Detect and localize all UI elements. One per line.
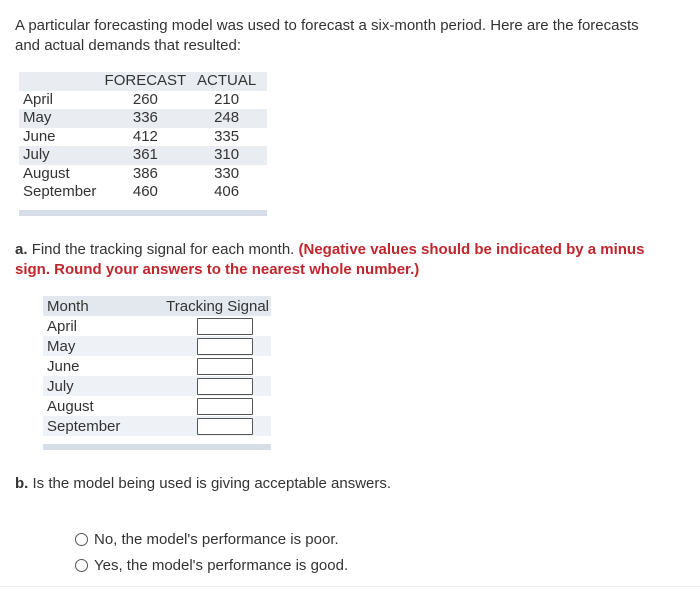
question-a (15, 240, 655, 280)
problem-statement: A particular forecasting model was used to forecast a six-month period. Here are the forecasts and actual demands that resulted: (15, 17, 639, 54)
table-row (43, 396, 271, 416)
signal-cell (149, 336, 271, 356)
month-cell: May (19, 109, 105, 128)
question-b-text: Is the model being used is giving acceptable answers. (32, 475, 392, 492)
table-row (43, 376, 271, 396)
table-row (19, 165, 267, 184)
table-row (19, 109, 267, 128)
question-a-note: (Negative values should be indicated by a minus sign. Round your answers to the nearest whole number.) (15, 241, 645, 278)
month-cell: June (23, 127, 56, 145)
forecast-cell: 460 (132, 183, 158, 201)
question-a-letter: a. (15, 241, 28, 258)
tracking-signal-input-june[interactable] (197, 358, 253, 375)
header-tracking-signal: Tracking Signal (149, 296, 271, 316)
forecast-cell: 336 (105, 109, 187, 128)
table-row (43, 416, 271, 436)
header-forecast: FORECAST (104, 72, 187, 90)
footer-divider (19, 202, 267, 213)
tracking-table-header (43, 296, 271, 316)
month-cell: April (47, 317, 78, 335)
tracking-signal-input-april[interactable] (197, 318, 253, 335)
option-label: No, the model's performance is poor. (94, 530, 339, 548)
question-b (15, 474, 655, 494)
month-cell: September (43, 416, 149, 436)
footer-divider (43, 436, 271, 447)
tracking-signal-input-august[interactable] (197, 398, 253, 415)
table-row (19, 146, 267, 165)
signal-cell (149, 356, 271, 376)
option-no-poor[interactable] (75, 526, 348, 552)
signal-cell (149, 316, 271, 336)
option-label: Yes, the model's performance is good. (94, 556, 349, 574)
month-cell: August (47, 397, 94, 415)
actual-cell: 330 (214, 164, 240, 182)
signal-cell (149, 416, 271, 436)
table-footer-bar (19, 202, 267, 213)
tracking-signal-input-may[interactable] (197, 338, 253, 355)
divider (0, 586, 700, 587)
actual-cell: 248 (186, 109, 267, 128)
answer-options (75, 526, 348, 578)
table-row (43, 316, 271, 336)
table-row (19, 128, 267, 147)
radio-button-icon[interactable] (75, 533, 88, 546)
forecast-cell: 386 (132, 164, 158, 182)
forecast-table-header (19, 72, 267, 91)
actual-cell: 210 (214, 90, 240, 108)
table-row (43, 356, 271, 376)
month-cell: June (47, 357, 80, 375)
forecast-table (19, 72, 267, 216)
month-cell: August (23, 164, 70, 182)
actual-cell: 406 (214, 183, 240, 201)
table-row (19, 183, 267, 202)
signal-cell (149, 396, 271, 416)
table-footer-bar (43, 436, 271, 447)
month-cell: April (23, 90, 54, 108)
tracking-signal-input-september[interactable] (197, 418, 253, 435)
forecast-cell: 260 (132, 90, 158, 108)
question-b-letter: b. (15, 475, 29, 492)
actual-cell: 335 (214, 127, 240, 145)
forecast-cell: 361 (105, 146, 187, 165)
actual-cell: 310 (186, 146, 267, 165)
month-cell: July (19, 146, 105, 165)
month-cell: September (23, 183, 97, 201)
forecast-cell: 412 (132, 127, 158, 145)
table-row (19, 91, 267, 110)
month-cell: July (43, 376, 149, 396)
month-cell: May (43, 336, 149, 356)
tracking-signal-input-july[interactable] (197, 378, 253, 395)
signal-cell (149, 376, 271, 396)
header-blank (19, 72, 105, 91)
question-a-text: Find the tracking signal for each month. (31, 241, 295, 258)
tracking-signal-table (43, 296, 271, 450)
header-actual: ACTUAL (186, 72, 267, 91)
radio-button-icon[interactable] (75, 559, 88, 572)
header-month: Month (43, 296, 149, 316)
option-yes-good[interactable] (75, 552, 348, 578)
table-row (43, 336, 271, 356)
